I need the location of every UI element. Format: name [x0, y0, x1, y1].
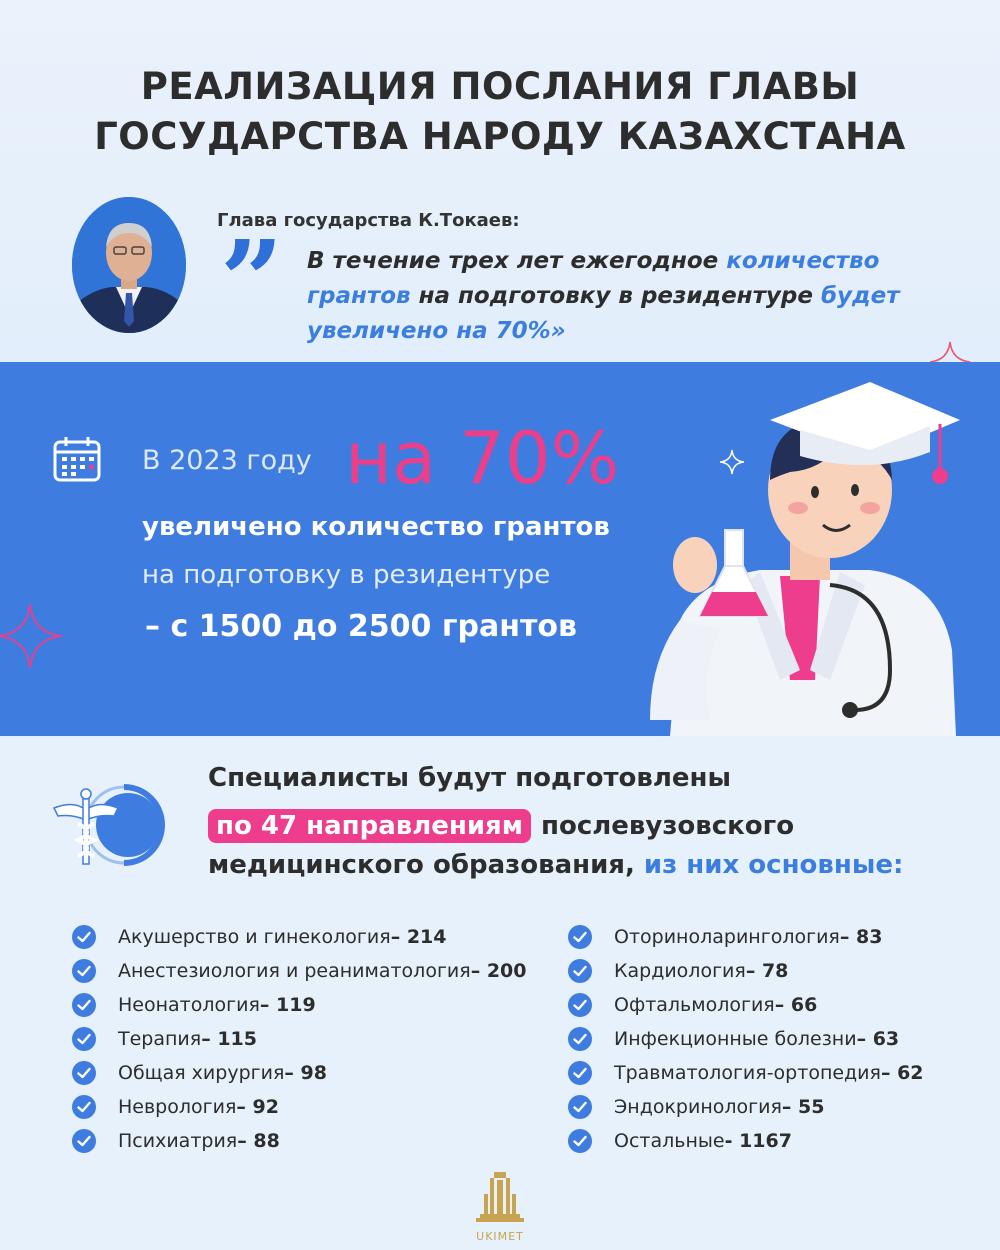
specialty-name: Общая хирургия — [118, 1062, 285, 1084]
percent-highlight: на 70% — [345, 416, 620, 500]
specialty-name: Акушерство и гинекология — [118, 926, 391, 948]
check-circle-icon — [72, 925, 96, 949]
specialty-name: Психиатрия — [118, 1130, 238, 1152]
specialists-line-3-start: медицинского образования, — [208, 850, 644, 880]
specialty-name: Неврология — [118, 1096, 237, 1118]
quote-part-1: В течение трех лет ежегодное — [307, 248, 727, 274]
check-circle-icon — [568, 1129, 592, 1153]
quote-mark-icon: ” — [220, 216, 284, 345]
calendar-icon — [52, 435, 102, 483]
specialists-line-1: Специалисты будут подготовлены — [208, 763, 731, 793]
specialty-count: – 62 — [880, 1062, 924, 1084]
title-line-2: ГОСУДАРСТВА НАРОДУ КАЗАХСТАНА — [94, 115, 906, 158]
list-item — [72, 1090, 527, 1124]
banner-line-2: на подготовку в резидентуре — [142, 560, 551, 590]
list-item — [568, 920, 924, 954]
list-item — [568, 1090, 924, 1124]
specialty-name: Травматология-ортопедия — [614, 1062, 881, 1084]
specialties-list-right — [568, 920, 924, 1158]
directions-pill: по 47 направлениям — [208, 809, 531, 843]
check-circle-icon — [72, 959, 96, 983]
logo-text: UKIMET — [476, 1230, 524, 1243]
specialty-count: – 98 — [284, 1062, 327, 1084]
check-circle-icon — [72, 1095, 96, 1119]
list-item — [568, 988, 924, 1022]
list-item — [568, 1124, 924, 1158]
doctor-illustration — [640, 380, 960, 736]
ukimet-logo — [474, 1168, 526, 1243]
page-title — [0, 62, 1000, 162]
caduceus-icon — [48, 780, 168, 870]
list-item — [72, 988, 527, 1022]
specialty-count: – 119 — [259, 994, 316, 1016]
quote-author: Глава государства К.Токаев: — [217, 210, 520, 231]
specialists-line-3 — [208, 850, 903, 880]
specialty-count: – 66 — [774, 994, 818, 1016]
check-circle-icon — [568, 993, 592, 1017]
list-item — [72, 1056, 527, 1090]
list-item — [72, 1022, 527, 1056]
specialty-name: Терапия — [118, 1028, 202, 1050]
banner-line-1: увеличено количество грантов — [142, 512, 610, 542]
specialty-count: – 78 — [745, 960, 789, 982]
list-item — [568, 1056, 924, 1090]
specialty-count: – 200 — [470, 960, 527, 982]
year-text: В 2023 году — [142, 445, 312, 476]
quote-highlight-1: количество грантов — [307, 248, 880, 309]
quote-text — [307, 244, 947, 349]
specialty-name: Анестезиология и реаниматология — [118, 960, 471, 982]
specialty-name: Оториноларингология — [614, 926, 840, 948]
check-circle-icon — [568, 1095, 592, 1119]
sparkle-icon — [0, 600, 70, 670]
specialty-count: – 115 — [201, 1028, 257, 1050]
building-logo-icon — [474, 1168, 526, 1224]
list-item — [72, 954, 527, 988]
check-circle-icon — [72, 993, 96, 1017]
specialty-count: – 83 — [839, 926, 883, 948]
specialty-name: Неонатология — [118, 994, 260, 1016]
check-circle-icon — [568, 959, 592, 983]
specialty-count: – 88 — [237, 1130, 280, 1152]
check-circle-icon — [568, 925, 592, 949]
list-item — [72, 1124, 527, 1158]
specialty-name: Кардиология — [614, 960, 746, 982]
specialists-line-3-highlight: из них основные: — [643, 850, 904, 880]
title-line-1: РЕАЛИЗАЦИЯ ПОСЛАНИЯ ГЛАВЫ — [140, 65, 860, 108]
list-item — [568, 1022, 924, 1056]
avatar — [72, 197, 186, 333]
check-circle-icon — [568, 1061, 592, 1085]
specialty-count: – 214 — [390, 926, 447, 948]
specialty-count: – 55 — [781, 1096, 825, 1118]
quote-part-3: на подготовку в резидентуре — [410, 283, 821, 309]
check-circle-icon — [72, 1027, 96, 1051]
check-circle-icon — [72, 1061, 96, 1085]
list-item — [72, 920, 527, 954]
quote-highlight-2: будет увеличено на 70%» — [307, 283, 900, 344]
specialty-count: – 63 — [856, 1028, 900, 1050]
banner-line-3: – с 1500 до 2500 грантов — [145, 609, 577, 644]
specialties-list-left — [72, 920, 527, 1158]
specialty-name: Эндокринология — [614, 1096, 782, 1118]
specialty-name: Инфекционные болезни — [614, 1028, 857, 1050]
specialists-line-2 — [208, 809, 794, 843]
specialty-name: Офтальмология — [614, 994, 775, 1016]
specialists-line-2-rest: послевузовского — [541, 811, 795, 841]
specialty-count: – 92 — [236, 1096, 279, 1118]
list-item — [568, 954, 924, 988]
specialty-count: - 1167 — [724, 1130, 792, 1152]
specialty-name: Остальные — [614, 1130, 725, 1152]
check-circle-icon — [568, 1027, 592, 1051]
check-circle-icon — [72, 1129, 96, 1153]
